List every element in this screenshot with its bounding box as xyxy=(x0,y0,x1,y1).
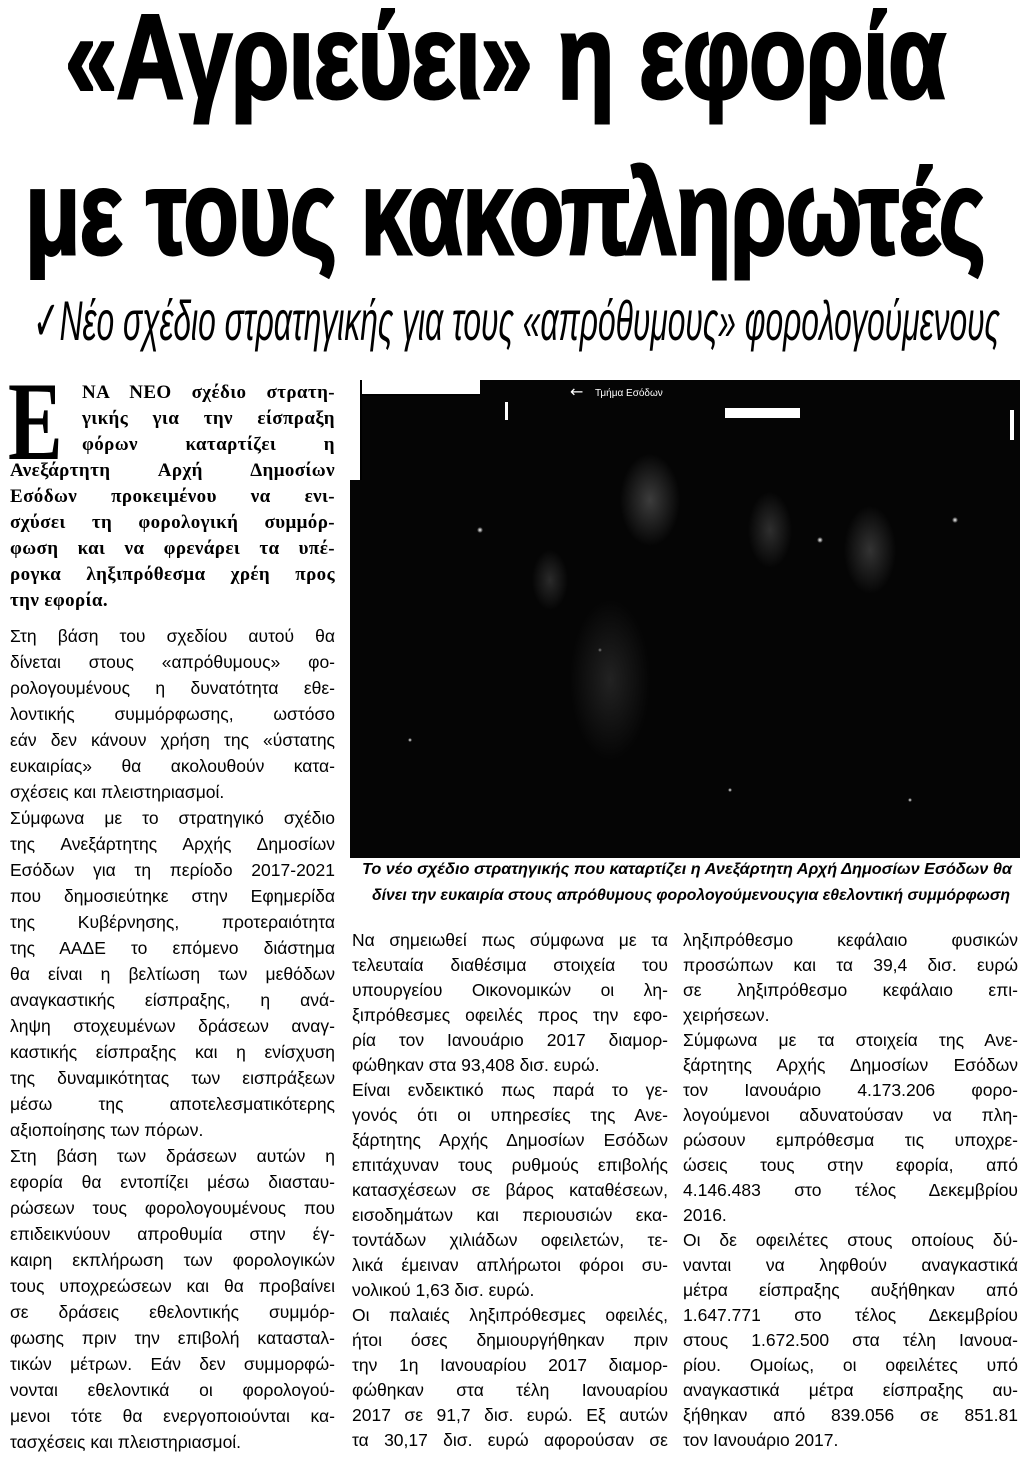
article-photo xyxy=(350,380,1020,858)
headline-line-1: «Αγριεύει» η εφορία xyxy=(65,0,945,124)
text-line: ρίου. Ομοίως, οι οφειλέτες υπό xyxy=(683,1355,1018,1375)
text-line: Είναι ενδεικτικό πως παρά το γε- xyxy=(352,1080,668,1100)
check-icon: ✓ xyxy=(33,289,60,354)
text-line: τασχέσεις και πλειστηριασμοί. xyxy=(10,1432,242,1452)
text-line: νονται εθελοντικά οι φορολογού- xyxy=(10,1380,335,1400)
text-line: φωσης πριν την επιβολή κατασταλ- xyxy=(10,1328,335,1348)
text-line: Να σημειωθεί πως σύμφωνα με τα xyxy=(352,930,668,950)
text-line: Σύμφωνα με το στρατηγικό σχέδιο xyxy=(10,808,335,828)
drop-cap: Ε xyxy=(8,360,63,484)
text-line: μέσω της αποτελεσματικότερης xyxy=(10,1094,335,1114)
text-line: ξιπρόθεσμες οφειλές προς την εφο- xyxy=(352,1005,668,1025)
right-column xyxy=(683,928,1018,1453)
text-line: τικών μέτρων. Εάν δεν συμμορφώ- xyxy=(10,1354,335,1374)
text-line: σχέσεις και πλειστηριασμοί. xyxy=(10,782,225,802)
text-line: ώσεις τους στην εφορία, από xyxy=(683,1155,1018,1175)
text-line: καιρη εκπλήρωση των φορολογικών xyxy=(10,1250,335,1270)
photo-frame-edge xyxy=(350,380,362,480)
photo-light xyxy=(505,402,508,420)
text-line: 2017 σε 91,7 δισ. ευρώ. Εξ αυτών xyxy=(352,1405,668,1425)
text-line: γικής για την είσπραξη xyxy=(82,408,335,429)
text-line: τους υποχρεώσεων και θα προβαίνει xyxy=(10,1276,335,1296)
text-line: φώθηκαν στα 93,408 δισ. ευρώ. xyxy=(352,1055,600,1075)
text-line: λογούμενοι αδυνατούσαν να πλη- xyxy=(683,1105,1018,1125)
text-line: Σύμφωνα με τα στοιχεία της Ανε- xyxy=(683,1030,1018,1050)
text-line: της Κυβέρνησης, προτεραιότητα xyxy=(10,912,335,932)
text-line: σχύσει τη φορολογική συμμόρ- xyxy=(10,512,335,533)
text-line: σε ληξιπρόθεσμο κεφάλαιο επι- xyxy=(683,980,1018,1000)
photo-light xyxy=(725,408,800,418)
text-line: αξιοποίησης των πόρων. xyxy=(10,1120,204,1140)
text-line: επιδεικνύουν απροθυμία στην έγ- xyxy=(10,1224,335,1244)
text-line: τελευταία διαθέσιμα στοιχεία του xyxy=(352,955,668,975)
text-line: ΝΑ ΝΕΟ σχέδιο στρατη- xyxy=(82,382,335,403)
text-line: τοντάδων χιλιάδων οφειλετών, τε- xyxy=(352,1230,668,1250)
text-line: τον Ιανουάριο 4.173.206 φορο- xyxy=(683,1080,1018,1100)
text-line: 1.647.771 στο τέλος Δεκεμβρίου xyxy=(683,1305,1018,1325)
text-line: 2016. xyxy=(683,1205,727,1225)
text-line: μέτρα είσπραξης αυξήθηκαν από xyxy=(683,1280,1018,1300)
text-line: φώθηκαν στα τέλη Ιανουαρίου xyxy=(352,1380,668,1400)
headline-line-2: με τους κακοπληρωτές xyxy=(25,146,985,280)
text-line: μενοι τότε θα ενεργοποιούνται κα- xyxy=(10,1406,335,1426)
text-line: Στη βάση των δράσεων αυτών η xyxy=(10,1146,335,1166)
text-line: σε δράσεις εθελοντικής συμμόρ- xyxy=(10,1302,335,1322)
intro-paragraph xyxy=(10,380,335,614)
text-line: χειρήσεων. xyxy=(683,1005,770,1025)
text-line: ρογκα ληξιπρόθεσμα χρέη προς xyxy=(10,564,335,585)
photo-light xyxy=(1010,410,1014,440)
text-line: Οι δε οφειλέτες στους οποίους δύ- xyxy=(683,1230,1018,1250)
text-line: Οι παλαιές ληξιπρόθεσμες οφειλές, xyxy=(352,1305,668,1325)
text-line: λοντικής συμμόρφωσης, ωστόσο xyxy=(10,704,335,724)
text-line: θα είναι η βελτίωση των μεθόδων xyxy=(10,964,335,984)
text-line: νανται να ληφθούν αναγκαστικά xyxy=(683,1255,1018,1275)
text-line: ευκαιρίας» θα ακολουθούν κατα- xyxy=(10,756,335,776)
text-line: Εσόδων για τη περίοδο 2017-2021 xyxy=(10,860,335,880)
text-line: ρώσουν εμπρόθεσμα τις υποχρε- xyxy=(683,1130,1018,1150)
text-line: της ΑΑΔΕ το επόμενο διάστημα xyxy=(10,938,335,958)
text-line: ρία τον Ιανουάριο 2017 διαμορ- xyxy=(352,1030,668,1050)
text-line: ληξιπρόθεσμο κεφάλαιο φυσικών xyxy=(683,930,1018,950)
photo-caption-line: Το νέο σχέδιο στρατηγικής που καταρτίζει η Ανεξάρτητη Αρχή Δημοσίων Εσόδων θα xyxy=(362,861,1012,878)
text-line: που δημοσιεύτηκε στην Εφημερίδα xyxy=(10,886,335,906)
photo-sign-text: Τμήμα Εσόδων xyxy=(595,388,663,399)
text-line: ρολογουμένους η δυνατότητα εθε- xyxy=(10,678,335,698)
text-line: γονός ότι οι υπηρεσίες της Ανε- xyxy=(352,1105,668,1125)
left-column xyxy=(10,623,335,1455)
text-line: φωση και να φρενάρει τα υπέ- xyxy=(10,538,335,559)
text-line: καστικής είσπραξης και η ενίσχυση xyxy=(10,1042,335,1062)
text-line: επιτάχυναν τους ρυθμούς επιβολής xyxy=(352,1155,668,1175)
text-line: εάν δεν κάνουν χρήση της «ύστατης xyxy=(10,730,335,750)
text-line: ληψη στοχευμένων δράσεων αναγ- xyxy=(10,1016,335,1036)
text-line: ξήθηκαν από 839.056 σε 851.81 xyxy=(683,1405,1018,1425)
text-line: αναγκαστικής είσπραξης, η ανά- xyxy=(10,990,335,1010)
text-line: νολικού 1,63 δισ. ευρώ. xyxy=(352,1280,535,1300)
subheadline-text: Νέο σχέδιο στρατηγικής για τους «απρόθυμους» φορολογούμενους xyxy=(59,289,1000,352)
text-line: εισοδημάτων και περιουσιών εκα- xyxy=(352,1205,668,1225)
text-line: αναγκαστικά μέτρα είσπραξης αυ- xyxy=(683,1380,1018,1400)
text-line: κατασχέσεων σε βάρος καταθέσεων, xyxy=(352,1180,668,1200)
text-line: Ανεξάρτητη Αρχή Δημοσίων xyxy=(10,460,335,481)
text-line: Στη βάση του σχεδίου αυτού θα xyxy=(10,626,335,646)
text-line: την εφορία. xyxy=(10,590,109,611)
arrow-left-icon: ← xyxy=(570,382,584,401)
text-line: φόρων καταρτίζει η xyxy=(82,434,335,455)
text-line: στους 1.672.500 στα τέλη Ιανουα- xyxy=(683,1330,1018,1350)
text-line: 4.146.483 στο τέλος Δεκεμβρίου xyxy=(683,1180,1018,1200)
photo-caption-line: δίνει την ευκαιρία στους απρόθυμους φορολογούμενουςγια εθελοντική συμμόρφωση xyxy=(372,887,1010,904)
middle-column xyxy=(352,928,668,1453)
text-line: ήτοι όσες δημιουργήθηκαν πριν xyxy=(352,1330,668,1350)
subheadline xyxy=(33,289,1000,354)
text-line: τον Ιανουάριο 2017. xyxy=(683,1430,839,1450)
text-line: εφορία θα εντοπίζει μέσω διασταυ- xyxy=(10,1172,335,1192)
text-line: ξάρτητης Αρχής Δημοσίων Εσόδων xyxy=(683,1055,1018,1075)
text-line: ξάρτητης Αρχής Δημοσίων Εσόδων xyxy=(352,1130,668,1150)
text-line: της Ανεξάρτητης Αρχής Δημοσίων xyxy=(10,834,335,854)
text-line: της δυναμικότητας των εισπράξεων xyxy=(10,1068,335,1088)
text-line: προσώπων και τα 39,4 δισ. ευρώ xyxy=(683,955,1018,975)
text-line: ρώσεων τους φορολογουμένους που xyxy=(10,1198,335,1218)
text-line: λικά έμειναν απλήρωτοι φόροι συ- xyxy=(352,1255,668,1275)
text-line: την 1η Ιανουαρίου 2017 διαμορ- xyxy=(352,1355,668,1375)
text-line: υπουργείου Οικονομικών οι λη- xyxy=(352,980,668,1000)
photo-frame-corner xyxy=(350,380,480,396)
text-line: δίνεται στους «απρόθυμους» φο- xyxy=(10,652,335,672)
text-line: Εσόδων προκειμένου να ενι- xyxy=(10,486,335,507)
text-line: τα 30,17 δισ. ευρώ αφορούσαν σε xyxy=(352,1430,668,1450)
